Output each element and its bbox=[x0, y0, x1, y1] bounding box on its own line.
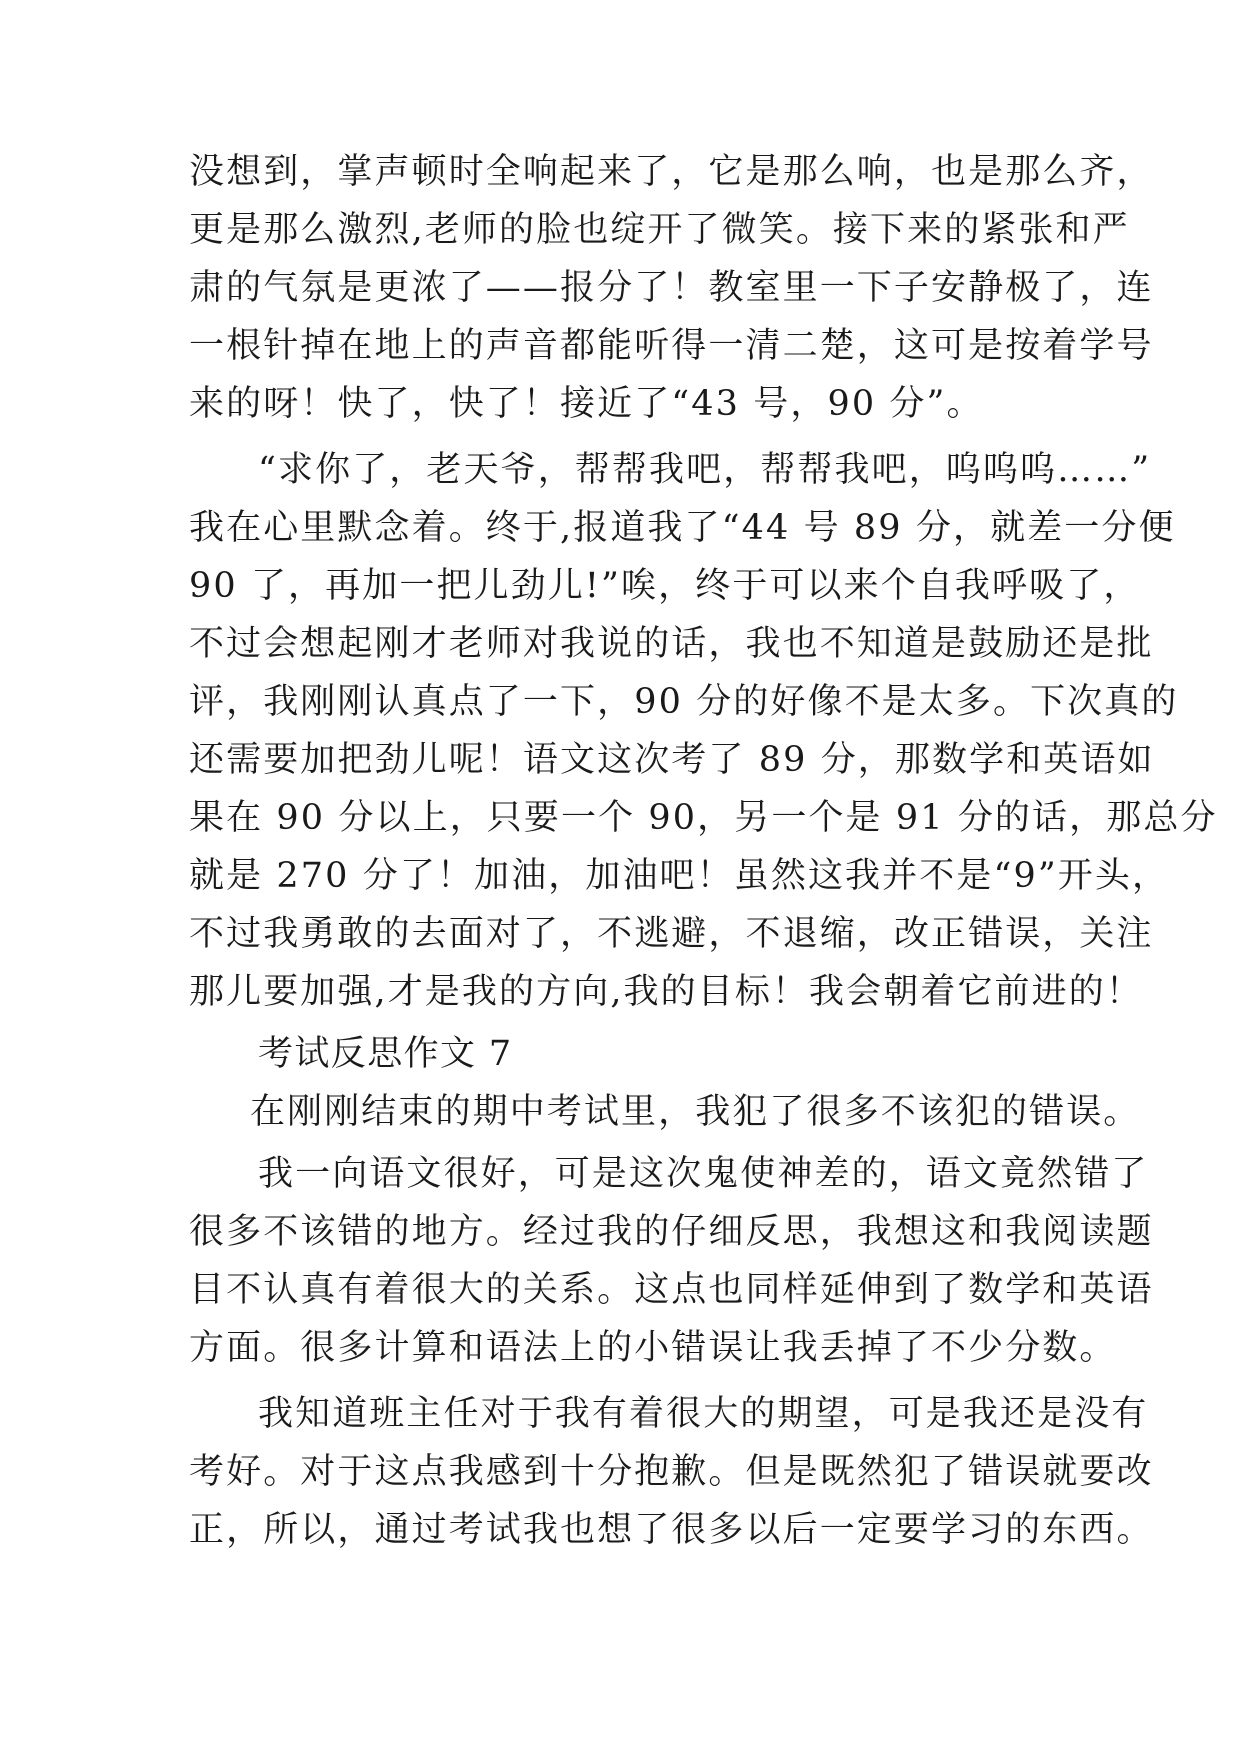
text-line: 肃的气氛是更浓了——报分了！教室里一下子安静极了，连 bbox=[189, 268, 1154, 308]
text-line: 评，我刚刚认真点了一下，90 分的好像不是太多。下次真的 bbox=[189, 682, 1179, 722]
text-line: 就是 270 分了！加油，加油吧！虽然这我并不是“9”开头， bbox=[189, 856, 1170, 896]
text-line: 没想到，掌声顿时全响起来了，它是那么响，也是那么齐， bbox=[189, 152, 1154, 192]
paragraph-start-line: “求你了，老天爷，帮帮我吧，帮帮我吧，呜呜呜……” bbox=[258, 450, 1152, 490]
text-line: 那儿要加强,才是我的方向,我的目标！我会朝着它前进的！ bbox=[189, 972, 1143, 1012]
text-line: 不过会想起刚才老师对我说的话，我也不知道是鼓励还是批 bbox=[189, 624, 1154, 664]
text-line: 考好。对于这点我感到十分抱歉。但是既然犯了错误就要改 bbox=[189, 1452, 1154, 1492]
paragraph-start-line: 我一向语文很好，可是这次鬼使神差的，语文竟然错了 bbox=[258, 1154, 1149, 1194]
text-line: 正，所以，通过考试我也想了很多以后一定要学习的东西。 bbox=[189, 1510, 1154, 1550]
text-line: 方面。很多计算和语法上的小错误让我丢掉了不少分数。 bbox=[189, 1328, 1117, 1368]
text-line: 90 了，再加一把儿劲儿!”唉，终于可以来个自我呼吸了， bbox=[189, 566, 1141, 606]
text-line: 更是那么激烈,老师的脸也绽开了微笑。接下来的紧张和严 bbox=[189, 210, 1130, 250]
paragraph-start-line: 在刚刚结束的期中考试里，我犯了很多不该犯的错误。 bbox=[250, 1092, 1141, 1132]
text-line: 很多不该错的地方。经过我的仔细反思，我想这和我阅读题 bbox=[189, 1212, 1154, 1252]
text-line: 来的呀！快了，快了！接近了“43 号，90 分”。 bbox=[189, 384, 984, 424]
paragraph-start-line: 我知道班主任对于我有着很大的期望，可是我还是没有 bbox=[258, 1394, 1149, 1434]
text-line: 我在心里默念着。终于,报道我了“44 号 89 分，就差一分便 bbox=[189, 508, 1176, 548]
text-line: 目不认真有着很大的关系。这点也同样延伸到了数学和英语 bbox=[189, 1270, 1154, 1310]
text-line: 不过我勇敢的去面对了，不逃避，不退缩，改正错误，关注 bbox=[189, 914, 1154, 954]
text-line: 一根针掉在地上的声音都能听得一清二楚，这可是按着学号 bbox=[189, 326, 1154, 366]
text-line: 果在 90 分以上，只要一个 90，另一个是 91 分的话，那总分 bbox=[189, 798, 1218, 838]
section-heading: 考试反思作文 7 bbox=[258, 1034, 513, 1074]
text-line: 还需要加把劲儿呢！语文这次考了 89 分，那数学和英语如 bbox=[189, 740, 1155, 780]
